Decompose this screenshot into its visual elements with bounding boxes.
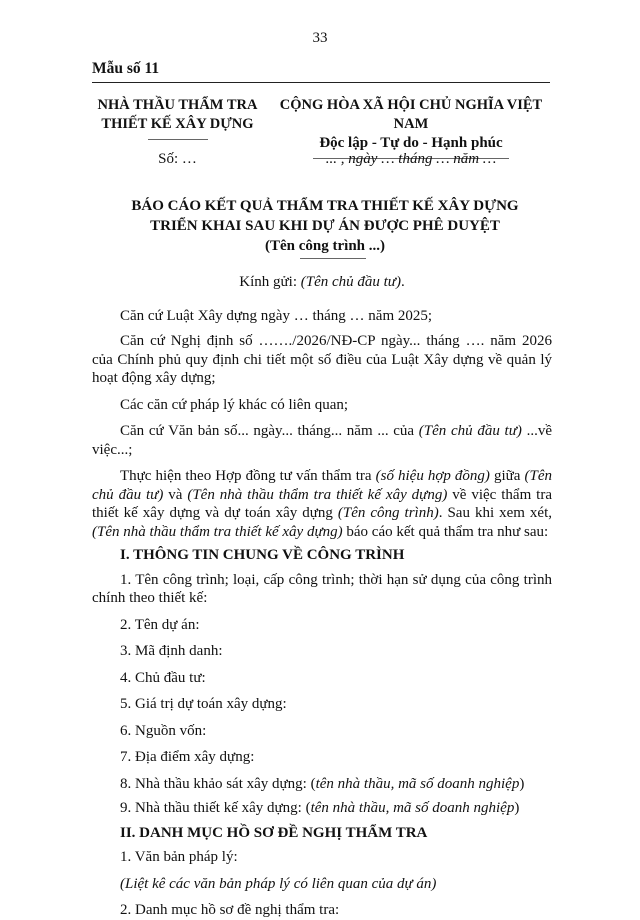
item-9-placeholder: tên nhà thầu, mã số doanh nghiệp xyxy=(310,800,515,816)
section-2-item-1-note: (Liệt kê các văn bản pháp lý có liên quan của dự án) xyxy=(120,875,437,892)
section-1-item-3: 3. Mã định danh: xyxy=(120,643,223,659)
contractor-line-1: NHÀ THẦU THẨM TRA xyxy=(97,97,258,113)
recipient xyxy=(92,273,552,292)
page-number: 33 xyxy=(312,30,328,46)
contractor-divider xyxy=(148,139,208,140)
impl-text-4: về việc thẩm tra thiết kế xây dựng và dự toán xây dựng xyxy=(92,486,552,521)
impl-text-5: . Sau khi xem xét, xyxy=(438,505,552,521)
section-1-item-7: 7. Địa điểm xây dựng: xyxy=(120,749,255,765)
item-8-label: 8. Nhà thầu khảo sát xây dựng: ( xyxy=(120,775,316,792)
report-title xyxy=(80,196,570,256)
report-body xyxy=(92,270,552,920)
implementation-paragraph xyxy=(92,467,552,541)
document-number: Số: … xyxy=(158,151,197,167)
basis-document xyxy=(92,422,552,459)
impl-contractor-2: (Tên nhà thầu thẩm tra thiết kế xây dựng) xyxy=(92,523,343,540)
recipient-end: . xyxy=(400,274,405,290)
impl-text-1: Thực hiện theo Hợp đồng tư vấn thẩm tra xyxy=(120,468,376,484)
item-9-end: ) xyxy=(514,800,520,816)
impl-investor: (Tên chủ đầu tư) xyxy=(92,468,552,503)
contractor-header xyxy=(95,96,260,140)
title-line-3: (Tên công trình ...) xyxy=(265,238,385,254)
section-1-item-1: 1. Tên công trình; loại, cấp công trình; thời hạn sử dụng của công trình chính theo thiết kế: xyxy=(92,571,552,606)
impl-contract-number: (số hiệu hợp đồng) xyxy=(375,468,490,484)
recipient-label: Kính gửi: xyxy=(239,274,301,290)
contractor-line-2: THIẾT KẾ XÂY DỰNG xyxy=(101,116,254,132)
basis-document-subject: ...về việc...; xyxy=(92,423,552,458)
impl-text-3: và xyxy=(163,486,188,503)
impl-project: (Tên công trình) xyxy=(337,505,439,521)
form-number: Mẫu số 11 xyxy=(92,60,160,77)
item-9-label: 9. Nhà thầu thiết kế xây dựng: ( xyxy=(120,800,311,816)
item-8-placeholder: tên nhà thầu, mã số doanh nghiệp xyxy=(315,775,520,792)
national-motto: Độc lập - Tự do - Hạnh phúc xyxy=(319,135,503,151)
section-1-heading: I. THÔNG TIN CHUNG VỀ CÔNG TRÌNH xyxy=(120,547,405,563)
title-divider xyxy=(300,258,366,259)
section-1-item-4: 4. Chủ đầu tư: xyxy=(120,669,206,686)
impl-text-6: báo cáo kết quả thẩm tra như sau: xyxy=(342,523,549,540)
basis-document-owner: (Tên chủ đầu tư) xyxy=(418,423,522,439)
item-8-end: ) xyxy=(519,775,525,792)
section-2-item-1: 1. Văn bản pháp lý: xyxy=(120,849,238,865)
basis-decree: Căn cứ Nghị định số ……./2026/NĐ-CP ngày... tháng …. năm 2026 của Chính phủ quy định chi tiết một số điều của Luật Xây dựng về quản lý hoạt động xây dựng; xyxy=(92,333,552,386)
title-line-2: TRIỂN KHAI SAU KHI DỰ ÁN ĐƯỢC PHÊ DUYỆT xyxy=(150,218,500,234)
section-1-item-6: 6. Nguồn vốn: xyxy=(120,722,207,739)
title-line-1: BÁO CÁO KẾT QUẢ THẨM TRA THIẾT KẾ XÂY DỰNG xyxy=(131,198,519,214)
section-1-item-8 xyxy=(92,775,552,794)
basis-other: Các căn cứ pháp lý khác có liên quan; xyxy=(120,396,349,413)
national-header xyxy=(268,96,554,159)
basis-document-text: Căn cứ Văn bản số... ngày... tháng... năm ... của xyxy=(120,423,419,439)
section-1-item-2: 2. Tên dự án: xyxy=(120,616,200,633)
impl-contractor: (Tên nhà thầu thẩm tra thiết kế xây dựng) xyxy=(187,486,448,503)
section-2-item-2: 2. Danh mục hồ sơ đề nghị thẩm tra: xyxy=(120,902,340,918)
recipient-value: (Tên chủ đầu tư) xyxy=(300,274,401,290)
header-rule xyxy=(92,82,550,83)
section-2-heading: II. DANH MỤC HỒ SƠ ĐỀ NGHỊ THẨM TRA xyxy=(120,824,428,841)
national-line-1: CỘNG HÒA XÃ HỘI CHỦ NGHĨA VIỆT NAM xyxy=(279,97,543,132)
impl-text-2: giữa xyxy=(489,468,525,484)
section-1-item-5: 5. Giá trị dự toán xây dựng: xyxy=(120,696,287,712)
basis-law: Căn cứ Luật Xây dựng ngày … tháng … năm 2025; xyxy=(120,307,433,324)
section-1-item-9 xyxy=(92,799,552,818)
document-date: ... , ngày … tháng … năm … xyxy=(325,151,497,167)
